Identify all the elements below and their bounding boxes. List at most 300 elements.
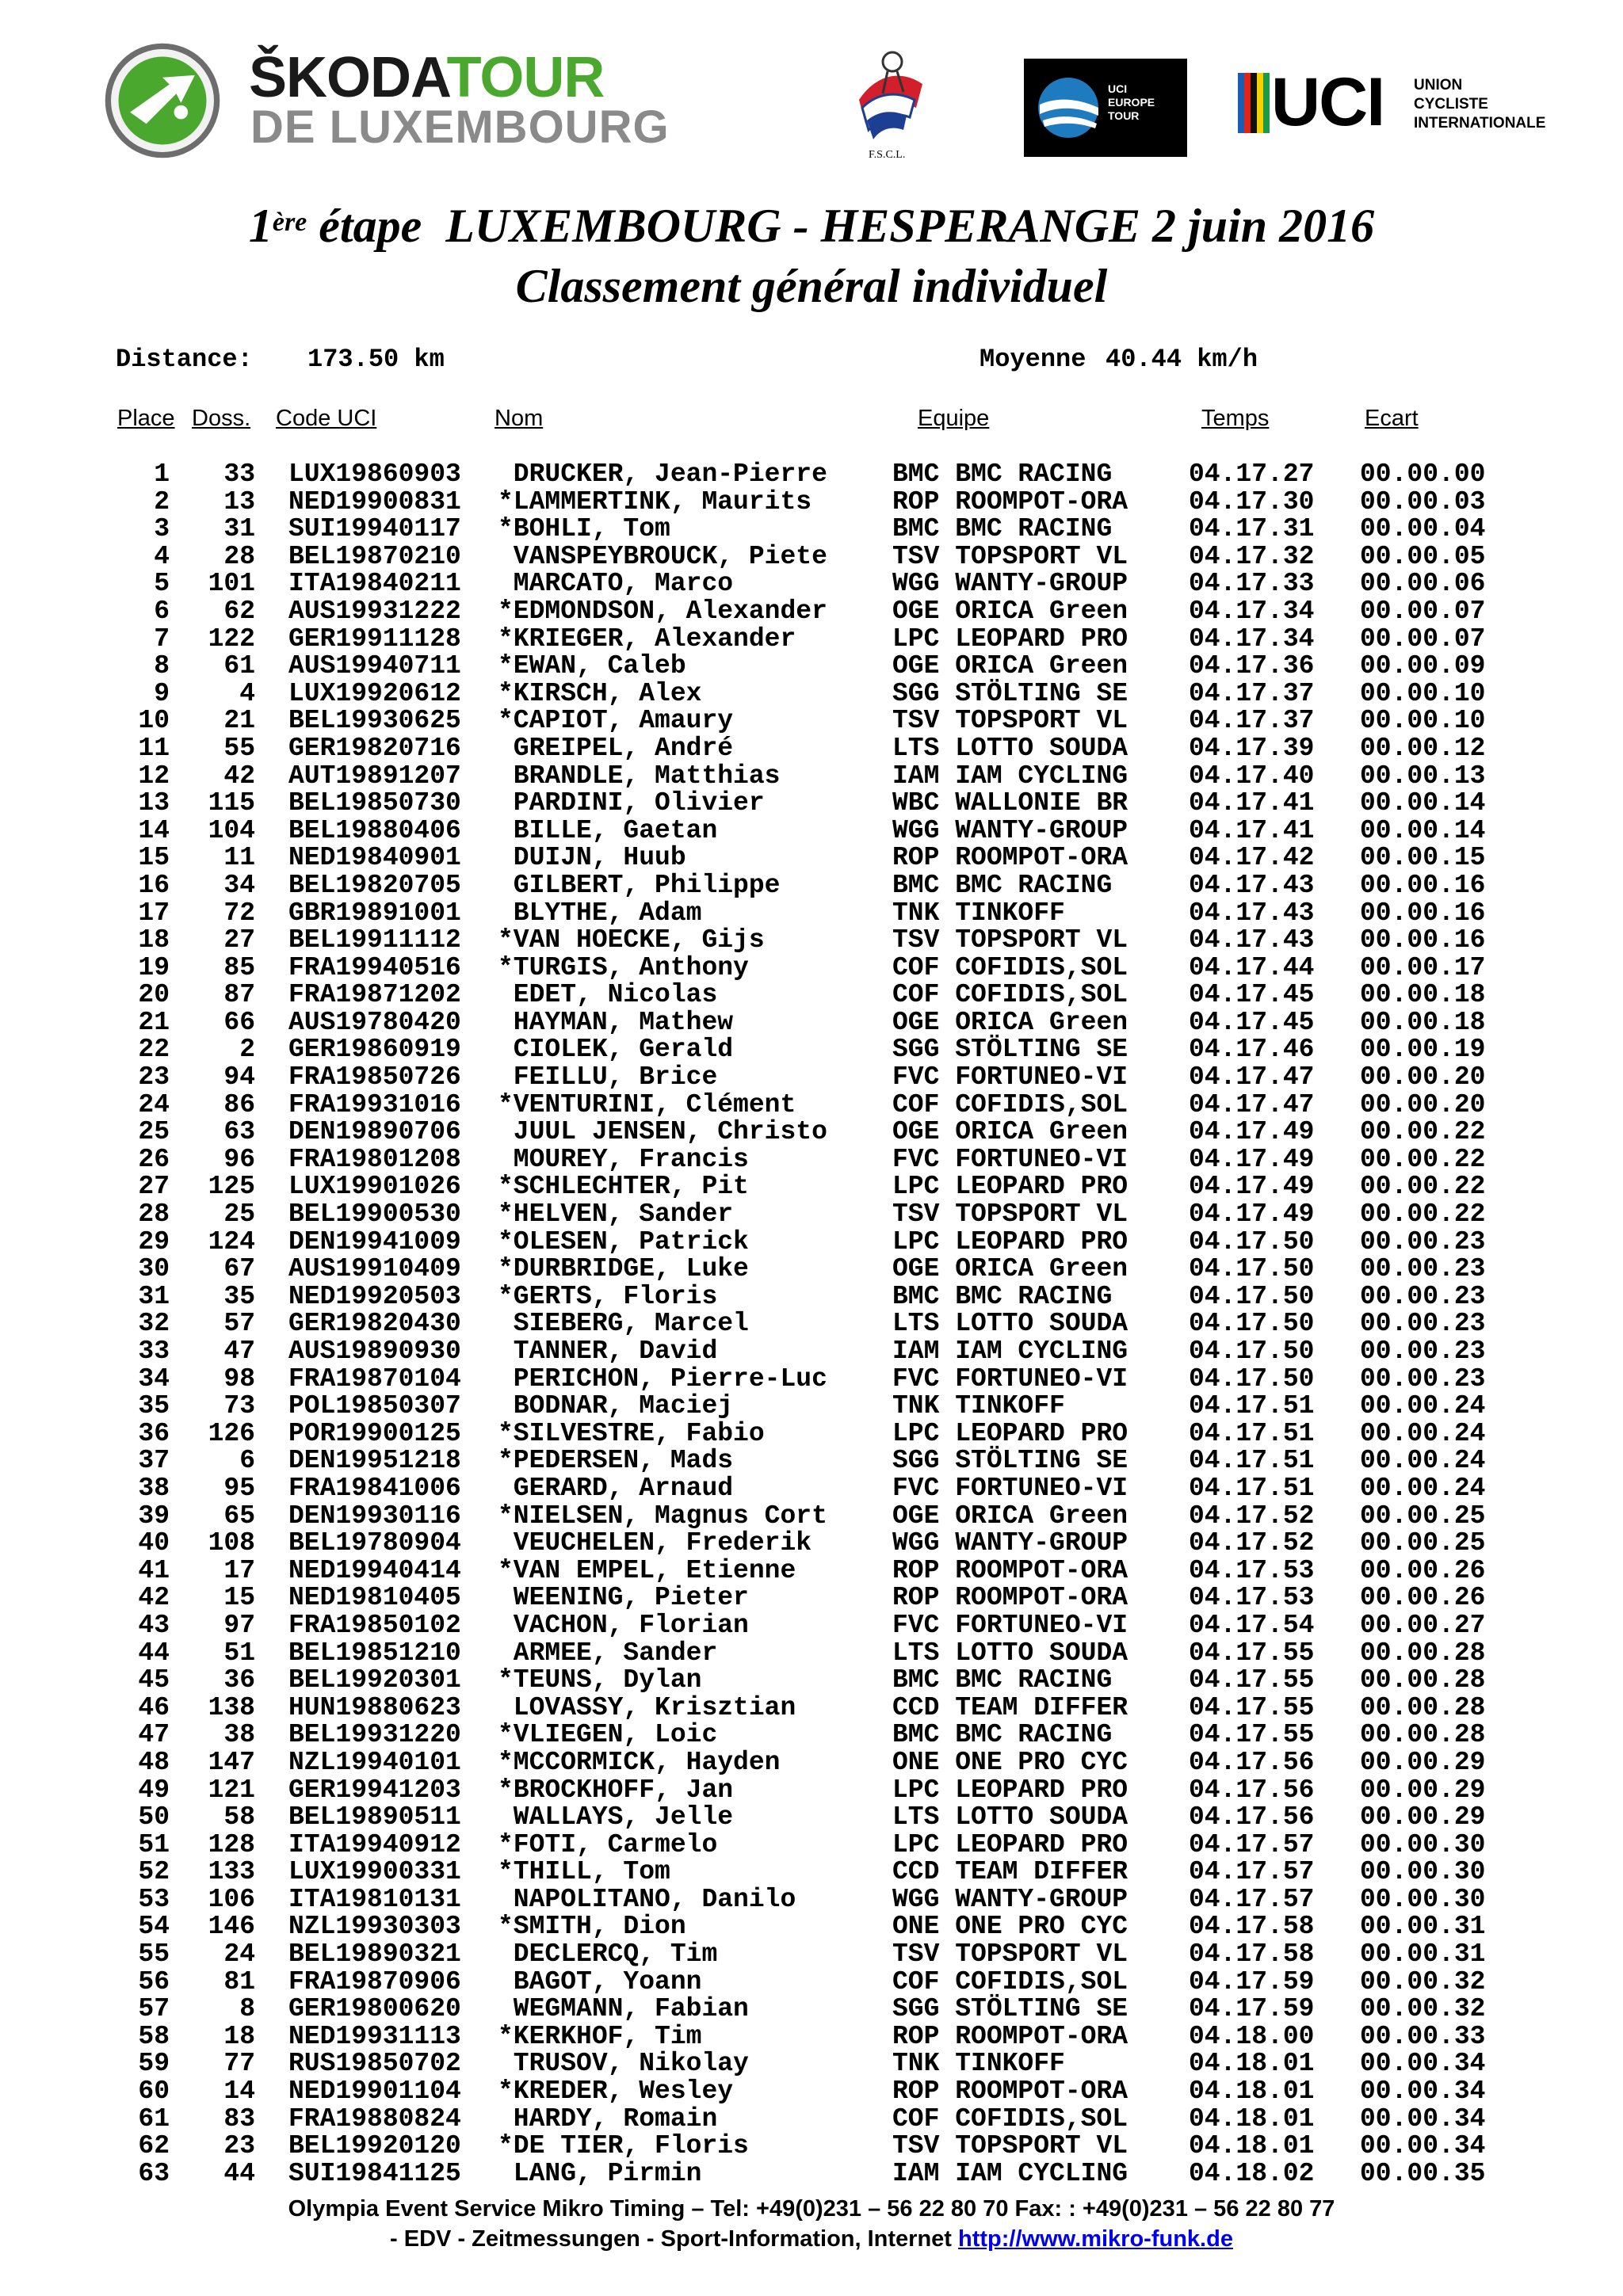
- place-cell: 40: [138, 1528, 170, 1558]
- team-cell: ROP ROOMPOT-ORA: [892, 1555, 1128, 1585]
- rider-name-cell: *FOTI, Carmelo: [498, 1829, 718, 1859]
- place-cell: 41: [138, 1555, 170, 1585]
- bib-cell: 6: [239, 1446, 255, 1476]
- time-cell: 04.18.00: [1189, 2021, 1315, 2051]
- team-cell: ONE ONE PRO CYC: [892, 1912, 1128, 1942]
- rider-name-cell: BLYTHE, Adam: [498, 898, 702, 928]
- table-row: [0, 570, 1623, 598]
- rider-name-cell: PARDINI, Olivier: [498, 788, 765, 818]
- time-cell: 04.17.43: [1189, 925, 1315, 955]
- gap-cell: 00.00.28: [1360, 1720, 1486, 1750]
- table-row: [0, 1418, 1623, 1448]
- column-header-place: Place: [117, 406, 175, 431]
- time-cell: 04.18.01: [1189, 2103, 1315, 2134]
- bib-cell: 81: [223, 1966, 255, 1997]
- gap-cell: 00.00.26: [1360, 1555, 1486, 1585]
- rider-name-cell: *KREDER, Wesley: [498, 2077, 734, 2107]
- time-cell: 04.17.49: [1189, 1172, 1315, 1202]
- table-row: [0, 486, 1623, 517]
- place-cell: 5: [154, 569, 170, 599]
- column-header-time: Temps: [1201, 406, 1270, 431]
- team-cell: ROP ROOMPOT-ORA: [892, 1583, 1128, 1613]
- uci-code-cell: BEL19880406: [288, 815, 461, 845]
- gap-cell: 00.00.30: [1360, 1829, 1486, 1859]
- gap-cell: 00.00.22: [1360, 1144, 1486, 1174]
- bib-cell: 23: [223, 2131, 255, 2161]
- table-row: [0, 2050, 1623, 2078]
- table-row: [0, 735, 1623, 763]
- team-cell: WGG WANTY-GROUP: [892, 1884, 1128, 1914]
- gap-cell: 00.00.18: [1360, 980, 1486, 1010]
- team-cell: LTS LOTTO SOUDA: [892, 1309, 1128, 1339]
- team-cell: SGG STÖLTING SE: [892, 1446, 1128, 1476]
- time-cell: 04.17.45: [1189, 1007, 1315, 1037]
- rider-name-cell: *KERKHOF, Tim: [498, 2021, 702, 2051]
- team-cell: OGE ORICA Green: [892, 1007, 1128, 1037]
- distance-label: Distance:: [116, 345, 253, 374]
- time-cell: 04.17.27: [1189, 460, 1315, 489]
- team-cell: FVC FORTUNEO-VI: [892, 1062, 1128, 1093]
- rider-name-cell: WALLAYS, Jelle: [498, 1802, 734, 1833]
- place-cell: 33: [138, 1337, 170, 1366]
- place-cell: 2: [154, 486, 170, 517]
- place-cell: 43: [138, 1610, 170, 1640]
- gap-cell: 00.00.31: [1360, 1939, 1486, 1970]
- rider-name-cell: BILLE, Gaetan: [498, 815, 718, 845]
- place-cell: 32: [138, 1309, 170, 1339]
- skoda-tour-wordmark: ŠKODATOUR: [249, 46, 605, 109]
- rider-name-cell: *TURGIS, Anthony: [498, 952, 749, 982]
- bib-cell: 44: [223, 2158, 255, 2188]
- gap-cell: 00.00.35: [1360, 2158, 1486, 2188]
- bib-cell: 8: [239, 1994, 255, 2024]
- bib-cell: 106: [208, 1884, 255, 1914]
- place-cell: 28: [138, 1199, 170, 1230]
- uci-code-cell: GER19820430: [288, 1309, 461, 1339]
- gap-cell: 00.00.29: [1360, 1775, 1486, 1805]
- rider-name-cell: NAPOLITANO, Danilo: [498, 1884, 796, 1914]
- header-logos: [0, 0, 1623, 174]
- team-cell: CCD TEAM DIFFER: [892, 1857, 1128, 1887]
- table-row: [0, 1941, 1623, 1969]
- time-cell: 04.17.39: [1189, 733, 1315, 763]
- time-cell: 04.17.52: [1189, 1501, 1315, 1531]
- rider-name-cell: *HELVEN, Sander: [498, 1199, 734, 1230]
- team-cell: TSV TOPSPORT VL: [892, 925, 1128, 955]
- team-cell: TSV TOPSPORT VL: [892, 2131, 1128, 2161]
- gap-cell: 00.00.28: [1360, 1692, 1486, 1722]
- bib-cell: 35: [223, 1281, 255, 1311]
- team-cell: ROP ROOMPOT-ORA: [892, 843, 1128, 873]
- gap-cell: 00.00.33: [1360, 2021, 1486, 2051]
- time-cell: 04.18.01: [1189, 2131, 1315, 2161]
- uci-code-cell: FRA19880824: [288, 2103, 461, 2134]
- team-cell: LPC LEOPARD PRO: [892, 624, 1128, 654]
- fscl-emblem-icon: [843, 44, 938, 149]
- rider-name-cell: WEENING, Pieter: [498, 1583, 749, 1613]
- bib-cell: 126: [208, 1418, 255, 1448]
- uci-code-cell: AUS19890930: [288, 1337, 461, 1366]
- place-cell: 22: [138, 1035, 170, 1065]
- distance-value: 173.50 km: [307, 345, 445, 374]
- place-cell: 50: [138, 1802, 170, 1833]
- table-row: [0, 1201, 1623, 1229]
- gap-cell: 00.00.29: [1360, 1747, 1486, 1777]
- bib-cell: 15: [223, 1583, 255, 1613]
- table-row: [0, 1064, 1623, 1092]
- rider-name-cell: *BOHLI, Tom: [498, 514, 670, 544]
- bib-cell: 66: [223, 1007, 255, 1037]
- rider-name-cell: *EWAN, Caleb: [498, 651, 686, 681]
- gap-cell: 00.00.31: [1360, 1912, 1486, 1942]
- team-cell: TSV TOPSPORT VL: [892, 1939, 1128, 1970]
- fscl-text: F.S.C.L.: [869, 149, 906, 161]
- time-cell: 04.17.53: [1189, 1555, 1315, 1585]
- column-header-code: Code UCI: [276, 406, 377, 431]
- bib-cell: 57: [223, 1309, 255, 1339]
- time-cell: 04.17.43: [1189, 898, 1315, 928]
- gap-cell: 00.00.20: [1360, 1089, 1486, 1119]
- uci-code-cell: BEL19900530: [288, 1199, 461, 1230]
- bib-cell: 11: [223, 843, 255, 873]
- gap-cell: 00.00.09: [1360, 651, 1486, 681]
- table-row: [0, 1966, 1623, 1997]
- time-cell: 04.17.57: [1189, 1884, 1315, 1914]
- gap-cell: 00.00.07: [1360, 596, 1486, 626]
- table-row: [0, 1393, 1623, 1421]
- table-row: [0, 1692, 1623, 1722]
- time-cell: 04.17.34: [1189, 624, 1315, 654]
- place-cell: 11: [138, 733, 170, 763]
- rider-name-cell: PERICHON, Pierre-Luc: [498, 1363, 827, 1394]
- team-cell: ROP ROOMPOT-ORA: [892, 486, 1128, 517]
- place-cell: 58: [138, 2021, 170, 2051]
- gap-cell: 00.00.32: [1360, 1994, 1486, 2024]
- team-cell: LTS LOTTO SOUDA: [892, 1638, 1128, 1668]
- uci-code-cell: FRA19931016: [288, 1089, 461, 1119]
- average-label: Moyenne: [980, 345, 1086, 374]
- rider-name-cell: *DURBRIDGE, Luke: [498, 1254, 749, 1284]
- team-cell: TSV TOPSPORT VL: [892, 706, 1128, 736]
- rider-name-cell: ARMEE, Sander: [498, 1638, 718, 1668]
- uci-code-cell: FRA19870906: [288, 1966, 461, 1997]
- place-cell: 20: [138, 980, 170, 1010]
- bib-cell: 63: [223, 1117, 255, 1147]
- uci-code-cell: BEL19851210: [288, 1638, 461, 1668]
- rider-name-cell: *KIRSCH, Alex: [498, 678, 702, 708]
- place-cell: 25: [138, 1117, 170, 1147]
- rider-name-cell: MARCATO, Marco: [498, 569, 734, 599]
- time-cell: 04.17.46: [1189, 1035, 1315, 1065]
- time-cell: 04.17.31: [1189, 514, 1315, 544]
- place-cell: 16: [138, 870, 170, 900]
- time-cell: 04.17.55: [1189, 1720, 1315, 1750]
- gap-cell: 00.00.13: [1360, 761, 1486, 791]
- rider-name-cell: VANSPEYBROUCK, Piete: [498, 541, 827, 571]
- bib-cell: 51: [223, 1638, 255, 1668]
- time-cell: 04.17.51: [1189, 1446, 1315, 1476]
- bib-cell: 101: [208, 569, 255, 599]
- team-cell: OGE ORICA Green: [892, 1254, 1128, 1284]
- place-cell: 57: [138, 1994, 170, 2024]
- bib-cell: 47: [223, 1337, 255, 1366]
- uci-code-cell: BEL19931220: [288, 1720, 461, 1750]
- table-row: [0, 1640, 1623, 1668]
- team-cell: WBC WALLONIE BR: [892, 788, 1128, 818]
- time-cell: 04.17.54: [1189, 1610, 1315, 1640]
- team-cell: COF COFIDIS,SOL: [892, 1966, 1128, 1997]
- bib-cell: 77: [223, 2049, 255, 2079]
- time-cell: 04.17.50: [1189, 1226, 1315, 1257]
- table-row: [0, 982, 1623, 1009]
- uci-code-cell: GBR19891001: [288, 898, 461, 928]
- uci-europe-tour-logo: [1024, 59, 1187, 157]
- table-row: [0, 1173, 1623, 1201]
- place-cell: 31: [138, 1281, 170, 1311]
- uci-code-cell: POR19900125: [288, 1418, 461, 1448]
- time-cell: 04.17.49: [1189, 1117, 1315, 1147]
- time-cell: 04.17.55: [1189, 1638, 1315, 1668]
- bib-cell: 14: [223, 2077, 255, 2107]
- gap-cell: 00.00.19: [1360, 1035, 1486, 1065]
- table-row: [0, 1256, 1623, 1283]
- place-cell: 14: [138, 815, 170, 845]
- uci-code-cell: SUI19940117: [288, 514, 461, 544]
- gap-cell: 00.00.10: [1360, 706, 1486, 736]
- bib-cell: 28: [223, 541, 255, 571]
- gap-cell: 00.00.10: [1360, 678, 1486, 708]
- bib-cell: 146: [208, 1912, 255, 1942]
- uci-code-cell: FRA19850726: [288, 1062, 461, 1093]
- bib-cell: 98: [223, 1363, 255, 1394]
- bib-cell: 61: [223, 651, 255, 681]
- bib-cell: 34: [223, 870, 255, 900]
- rider-name-cell: GERARD, Arnaud: [498, 1473, 734, 1503]
- place-cell: 49: [138, 1775, 170, 1805]
- gap-cell: 00.00.23: [1360, 1226, 1486, 1257]
- table-row: [0, 1913, 1623, 1941]
- average-value: 40.44 km/h: [1106, 345, 1258, 374]
- gap-cell: 00.00.05: [1360, 541, 1486, 571]
- bib-cell: 36: [223, 1665, 255, 1695]
- bib-cell: 31: [223, 514, 255, 544]
- time-cell: 04.17.50: [1189, 1309, 1315, 1339]
- rider-name-cell: EDET, Nicolas: [498, 980, 718, 1010]
- table-row: [0, 1226, 1623, 1257]
- bib-cell: 125: [208, 1172, 255, 1202]
- bib-cell: 115: [208, 788, 255, 818]
- time-cell: 04.17.55: [1189, 1692, 1315, 1722]
- place-cell: 29: [138, 1226, 170, 1257]
- team-cell: LPC LEOPARD PRO: [892, 1226, 1128, 1257]
- team-cell: COF COFIDIS,SOL: [892, 952, 1128, 982]
- table-row: [0, 1667, 1623, 1695]
- bib-cell: 94: [223, 1062, 255, 1093]
- table-row: [0, 1503, 1623, 1531]
- globe-icon: [1029, 59, 1108, 157]
- gap-cell: 00.00.24: [1360, 1473, 1486, 1503]
- rider-name-cell: *VLIEGEN, Loic: [498, 1720, 718, 1750]
- uci-code-cell: AUS19780420: [288, 1007, 461, 1037]
- table-row: [0, 1009, 1623, 1037]
- table-row: [0, 1089, 1623, 1119]
- time-cell: 04.17.34: [1189, 596, 1315, 626]
- place-cell: 45: [138, 1665, 170, 1695]
- rider-name-cell: *MCCORMICK, Hayden: [498, 1747, 781, 1777]
- time-cell: 04.17.51: [1189, 1418, 1315, 1448]
- uci-code-cell: BEL19780904: [288, 1528, 461, 1558]
- time-cell: 04.17.51: [1189, 1391, 1315, 1421]
- table-row: [0, 1777, 1623, 1805]
- uci-code-cell: GER19860919: [288, 1035, 461, 1065]
- time-cell: 04.17.56: [1189, 1775, 1315, 1805]
- time-cell: 04.17.45: [1189, 980, 1315, 1010]
- gap-cell: 00.00.06: [1360, 569, 1486, 599]
- time-cell: 04.17.50: [1189, 1337, 1315, 1366]
- gap-cell: 00.00.04: [1360, 514, 1486, 544]
- team-cell: IAM IAM CYCLING: [892, 1337, 1128, 1366]
- place-cell: 44: [138, 1638, 170, 1668]
- uci-code-cell: DEN19941009: [288, 1226, 461, 1257]
- team-cell: BMC BMC RACING: [892, 514, 1113, 544]
- rider-name-cell: *TEUNS, Dylan: [498, 1665, 702, 1695]
- table-row: [0, 1447, 1623, 1475]
- gap-cell: 00.00.25: [1360, 1501, 1486, 1531]
- uci-code-cell: NED19900831: [288, 486, 461, 517]
- bib-cell: 62: [223, 596, 255, 626]
- table-row: [0, 1804, 1623, 1832]
- gap-cell: 00.00.30: [1360, 1857, 1486, 1887]
- team-cell: FVC FORTUNEO-VI: [892, 1610, 1128, 1640]
- footer-contact: Olympia Event Service Mikro Timing – Tel: +49(0)231 – 56 22 80 70 Fax: : +49(0)231 – 56 22 80 77: [288, 2196, 1335, 2222]
- place-cell: 27: [138, 1172, 170, 1202]
- place-cell: 8: [154, 651, 170, 681]
- place-cell: 23: [138, 1062, 170, 1093]
- place-cell: 62: [138, 2131, 170, 2161]
- uci-logo: [1238, 64, 1555, 140]
- place-cell: 55: [138, 1939, 170, 1970]
- gap-cell: 00.00.34: [1360, 2077, 1486, 2107]
- table-row: [0, 653, 1623, 681]
- team-cell: FVC FORTUNEO-VI: [892, 1144, 1128, 1174]
- bib-cell: 67: [223, 1254, 255, 1284]
- place-cell: 56: [138, 1966, 170, 1997]
- place-cell: 24: [138, 1089, 170, 1119]
- table-row: [0, 872, 1623, 900]
- time-cell: 04.17.36: [1189, 651, 1315, 681]
- rider-name-cell: *CAPIOT, Amaury: [498, 706, 734, 736]
- table-row: [0, 626, 1623, 654]
- place-cell: 60: [138, 2077, 170, 2107]
- time-cell: 04.17.40: [1189, 761, 1315, 791]
- place-cell: 35: [138, 1391, 170, 1421]
- time-cell: 04.17.50: [1189, 1281, 1315, 1311]
- rider-name-cell: DUIJN, Huub: [498, 843, 686, 873]
- team-cell: LPC LEOPARD PRO: [892, 1172, 1128, 1202]
- place-cell: 9: [154, 678, 170, 708]
- uci-code-cell: DEN19890706: [288, 1117, 461, 1147]
- team-cell: LPC LEOPARD PRO: [892, 1418, 1128, 1448]
- gap-cell: 00.00.23: [1360, 1309, 1486, 1339]
- uci-code-cell: FRA19871202: [288, 980, 461, 1010]
- table-row: [0, 763, 1623, 791]
- team-cell: LPC LEOPARD PRO: [892, 1775, 1128, 1805]
- gap-cell: 00.00.07: [1360, 624, 1486, 654]
- place-cell: 38: [138, 1473, 170, 1503]
- uci-code-cell: ITA19940912: [288, 1829, 461, 1859]
- place-cell: 51: [138, 1829, 170, 1859]
- rider-name-cell: VACHON, Florian: [498, 1610, 749, 1640]
- place-cell: 52: [138, 1857, 170, 1887]
- team-cell: BMC BMC RACING: [892, 460, 1113, 489]
- stage-title: 1ère étape LUXEMBOURG - HESPERANGE 2 juin 2016: [248, 200, 1375, 252]
- team-cell: ONE ONE PRO CYC: [892, 1747, 1128, 1777]
- uci-code-cell: BEL19820705: [288, 870, 461, 900]
- team-cell: LPC LEOPARD PRO: [892, 1829, 1128, 1859]
- time-cell: 04.17.37: [1189, 706, 1315, 736]
- place-cell: 15: [138, 843, 170, 873]
- time-cell: 04.17.58: [1189, 1939, 1315, 1970]
- team-cell: TSV TOPSPORT VL: [892, 541, 1128, 571]
- table-row: [0, 461, 1623, 489]
- rider-name-cell: HARDY, Romain: [498, 2103, 718, 2134]
- table-row: [0, 2103, 1623, 2134]
- table-row: [0, 707, 1623, 735]
- uci-letters: UCI: [1271, 64, 1384, 140]
- uci-europe-text: UCI EUROPE TOUR: [1108, 82, 1155, 122]
- team-cell: OGE ORICA Green: [892, 596, 1128, 626]
- team-cell: COF COFIDIS,SOL: [892, 980, 1128, 1010]
- uci-code-cell: FRA19870104: [288, 1363, 461, 1394]
- rider-name-cell: *SILVESTRE, Fabio: [498, 1418, 765, 1448]
- rider-name-cell: *SCHLECHTER, Pit: [498, 1172, 749, 1202]
- bib-cell: 128: [208, 1829, 255, 1859]
- rider-name-cell: DECLERCQ, Tim: [498, 1939, 718, 1970]
- gap-cell: 00.00.26: [1360, 1583, 1486, 1613]
- uci-code-cell: BEL19930625: [288, 706, 461, 736]
- table-row: [0, 1829, 1623, 1859]
- gap-cell: 00.00.34: [1360, 2131, 1486, 2161]
- gap-cell: 00.00.22: [1360, 1117, 1486, 1147]
- uci-code-cell: HUN19880623: [288, 1692, 461, 1722]
- place-cell: 7: [154, 624, 170, 654]
- uci-code-cell: DEN19951218: [288, 1446, 461, 1476]
- rider-name-cell: *BROCKHOFF, Jan: [498, 1775, 734, 1805]
- place-cell: 59: [138, 2049, 170, 2079]
- time-cell: 04.17.57: [1189, 1857, 1315, 1887]
- classification-title: Classement général individuel: [515, 260, 1108, 312]
- gap-cell: 00.00.20: [1360, 1062, 1486, 1093]
- website-link[interactable]: http://www.mikro-funk.de: [958, 2226, 1233, 2252]
- table-row: [0, 1119, 1623, 1146]
- team-cell: BMC BMC RACING: [892, 1720, 1113, 1750]
- bib-cell: 4: [239, 678, 255, 708]
- uci-code-cell: GER19800620: [288, 1994, 461, 2024]
- gap-cell: 00.00.03: [1360, 486, 1486, 517]
- rider-name-cell: DRUCKER, Jean-Pierre: [498, 460, 827, 489]
- place-cell: 54: [138, 1912, 170, 1942]
- gap-cell: 00.00.28: [1360, 1638, 1486, 1668]
- uci-code-cell: ITA19840211: [288, 569, 461, 599]
- team-cell: BMC BMC RACING: [892, 1281, 1113, 1311]
- team-cell: TNK TINKOFF: [892, 2049, 1065, 2079]
- uci-code-cell: AUT19891207: [288, 761, 461, 791]
- bib-cell: 97: [223, 1610, 255, 1640]
- bib-cell: 96: [223, 1144, 255, 1174]
- time-cell: 04.17.33: [1189, 569, 1315, 599]
- footer-services: - EDV - Zeitmessungen - Sport-Information, Internet http://www.mikro-funk.de: [390, 2226, 1233, 2252]
- table-row: [0, 1475, 1623, 1503]
